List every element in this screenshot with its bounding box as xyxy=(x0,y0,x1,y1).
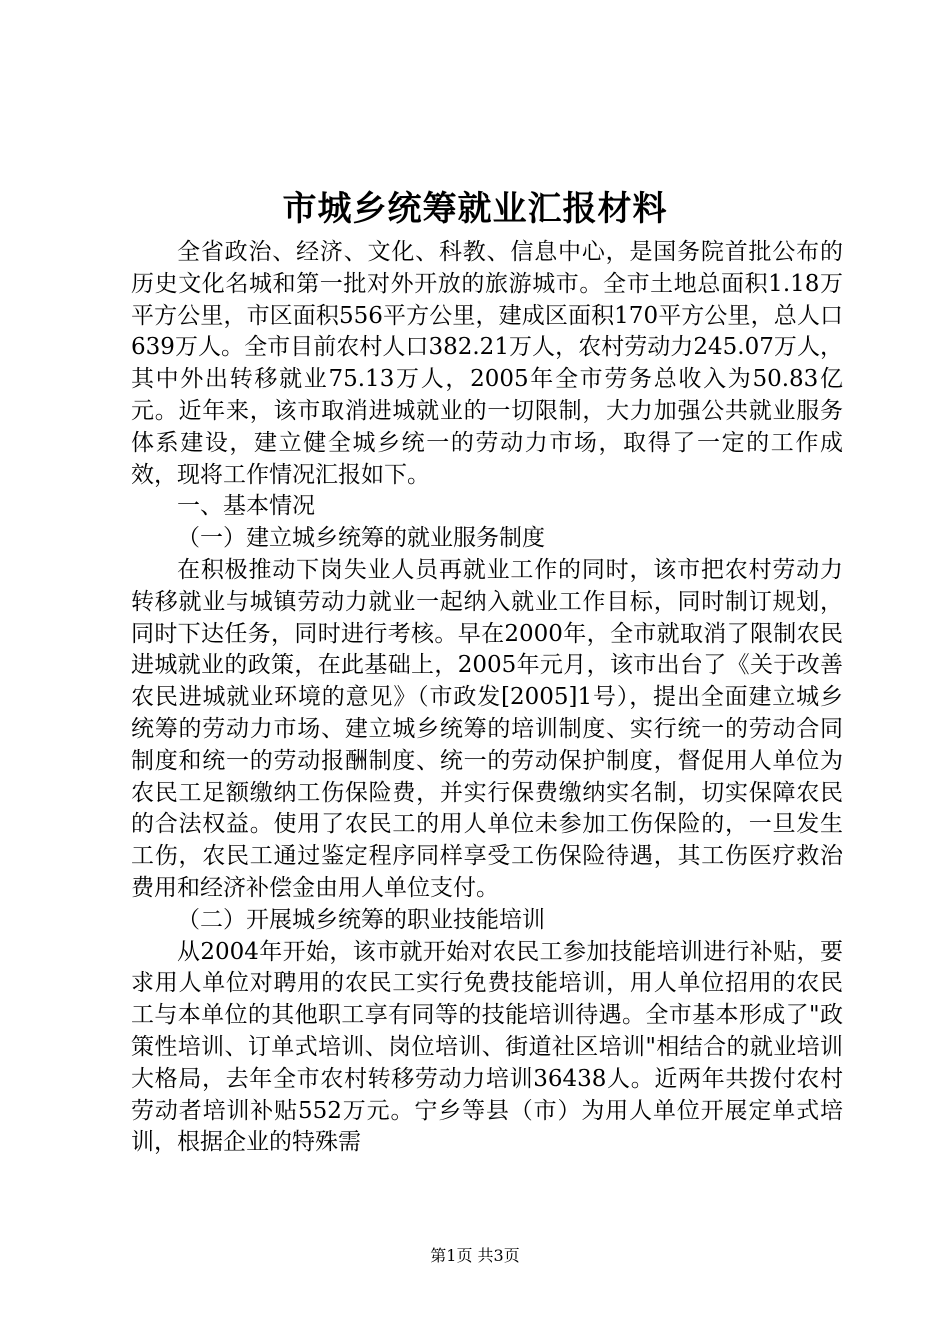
subsection-heading-employment-service: （一）建立城乡统筹的就业服务制度 xyxy=(177,525,545,552)
skills-training-paragraph: 从2004年开始，该市就开始对农民工参加技能培训进行补贴，要求用人单位对聘用的农民工实行免费技能培训，用人单位招用的农民工与本单位的其他职工享有同等的技能培训待遇。全市基本形成了"政策性培训、订单式培训、岗位培训、街道社区培训"相结合的就业培训大格局，去年全市农村转移劳动力培训36438人。近两年共拨付农村劳动者培训补贴552万元。宁乡等县（市）为用人单位开展定单式培训，根据企业的特殊需 xyxy=(131,938,843,1156)
page-footer: 第1页 共3页 xyxy=(430,1246,520,1265)
employment-service-paragraph: 在积极推动下岗失业人员再就业工作的同时，该市把农村劳动力转移就业与城镇劳动力就业一起纳入就业工作目标，同时制订规划，同时下达任务，同时进行考核。早在2000年，全市就取消了限制农民进城就业的政策，在此基础上，2005年元月，该市出台了《关于改善农民进城就业环境的意见》（市政发[2005]1号），提出全面建立城乡统筹的劳动力市场、建立城乡统筹的培训制度、实行统一的劳动合同制度和统一的劳动报酬制度、统一的劳动保护制度，督促用人单位为农民工足额缴纳工伤保险费，并实行保费缴纳实名制，切实保障农民的合法权益。使用了农民工的用人单位未参加工伤保险的，一旦发生工伤，农民工通过鉴定程序同样享受工伤保险待遇，其工伤医疗救治费用和经济补偿金由用人单位支付。 xyxy=(131,556,843,901)
document-body xyxy=(131,237,843,1159)
intro-paragraph: 全省政治、经济、文化、科教、信息中心，是国务院首批公布的历史文化名城和第一批对外开放的旅游城市。全市土地总面积1.18万平方公里，市区面积556平方公里，建成区面积170平方公里，总人口639万人。全市目前农村人口382.21万人，农村劳动力245.07万人，其中外出转移就业75.13万人，2005年全市劳务总收入为50.83亿元。近年来，该市取消进城就业的一切限制，大力加强公共就业服务体系建设，建立健全城乡统一的劳动力市场，取得了一定的工作成效，现将工作情况汇报如下。 xyxy=(131,239,843,488)
section-heading-basic-situation: 一、基本情况 xyxy=(177,493,315,520)
subsection-heading-skills-training: （二）开展城乡统筹的职业技能培训 xyxy=(177,906,545,933)
document-title: 市城乡统筹就业汇报材料 xyxy=(282,189,668,229)
